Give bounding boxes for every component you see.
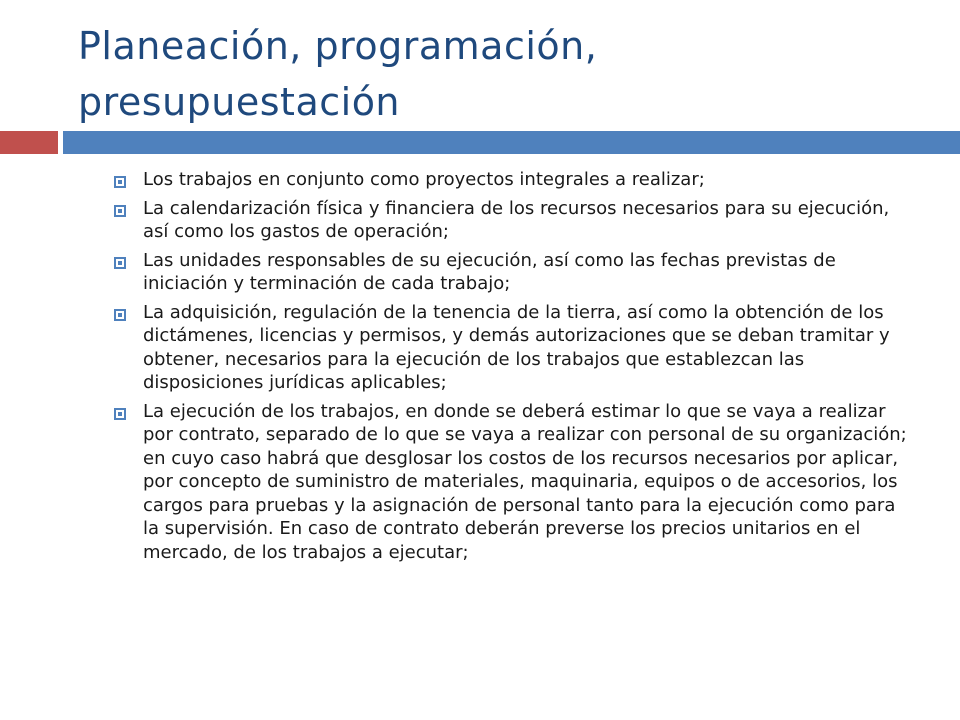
bullet-item — [112, 197, 917, 244]
bullet-item — [112, 301, 917, 395]
title-underline-accent-left — [0, 131, 58, 154]
square-bullet-icon — [114, 176, 126, 188]
slide-title-line-2: presupuestación — [78, 80, 401, 124]
bullet-text: La ejecución de los trabajos, en donde se deberá estimar lo que se vaya a realizar por contrato, separado de lo que se vaya a realizar con personal de su organización; en cuyo caso habrá que desglosar los costos de los recursos necesarios por aplicar, por concepto de suministro de materiales, maquinaria, equipos o de accesorios, los cargos para pruebas y la asignación de personal tanto para la ejecución como para la supervisión. En caso de contrato deberán preverse los precios unitarios en el mercado, de los trabajos a ejecutar; — [143, 400, 907, 563]
bullet-list — [112, 168, 917, 569]
bullet-text: La adquisición, regulación de la tenencia de la tierra, así como la obtención de los dictámenes, licencias y permisos, y demás autorizaciones que se deban tramitar y obtener, necesarios para la ejecución de los trabajos que establezcan las disposiciones jurídicas aplicables; — [143, 301, 890, 393]
square-bullet-icon — [114, 257, 126, 269]
square-bullet-icon — [114, 205, 126, 217]
bullet-item — [112, 249, 917, 296]
slide-title-line-1: Planeación, programación, — [78, 24, 598, 68]
bullet-text: Las unidades responsables de su ejecución, así como las fechas previstas de iniciación y terminación de cada trabajo; — [143, 249, 836, 294]
bullet-text: La calendarización física y financiera de los recursos necesarios para su ejecución, así como los gastos de operación; — [143, 197, 890, 242]
bullet-item — [112, 400, 917, 565]
square-bullet-icon — [114, 408, 126, 420]
slide-title — [78, 18, 938, 130]
title-underline-accent-right — [63, 131, 960, 154]
bullet-item — [112, 168, 917, 192]
square-bullet-icon — [114, 309, 126, 321]
bullet-text: Los trabajos en conjunto como proyectos integrales a realizar; — [143, 169, 705, 190]
